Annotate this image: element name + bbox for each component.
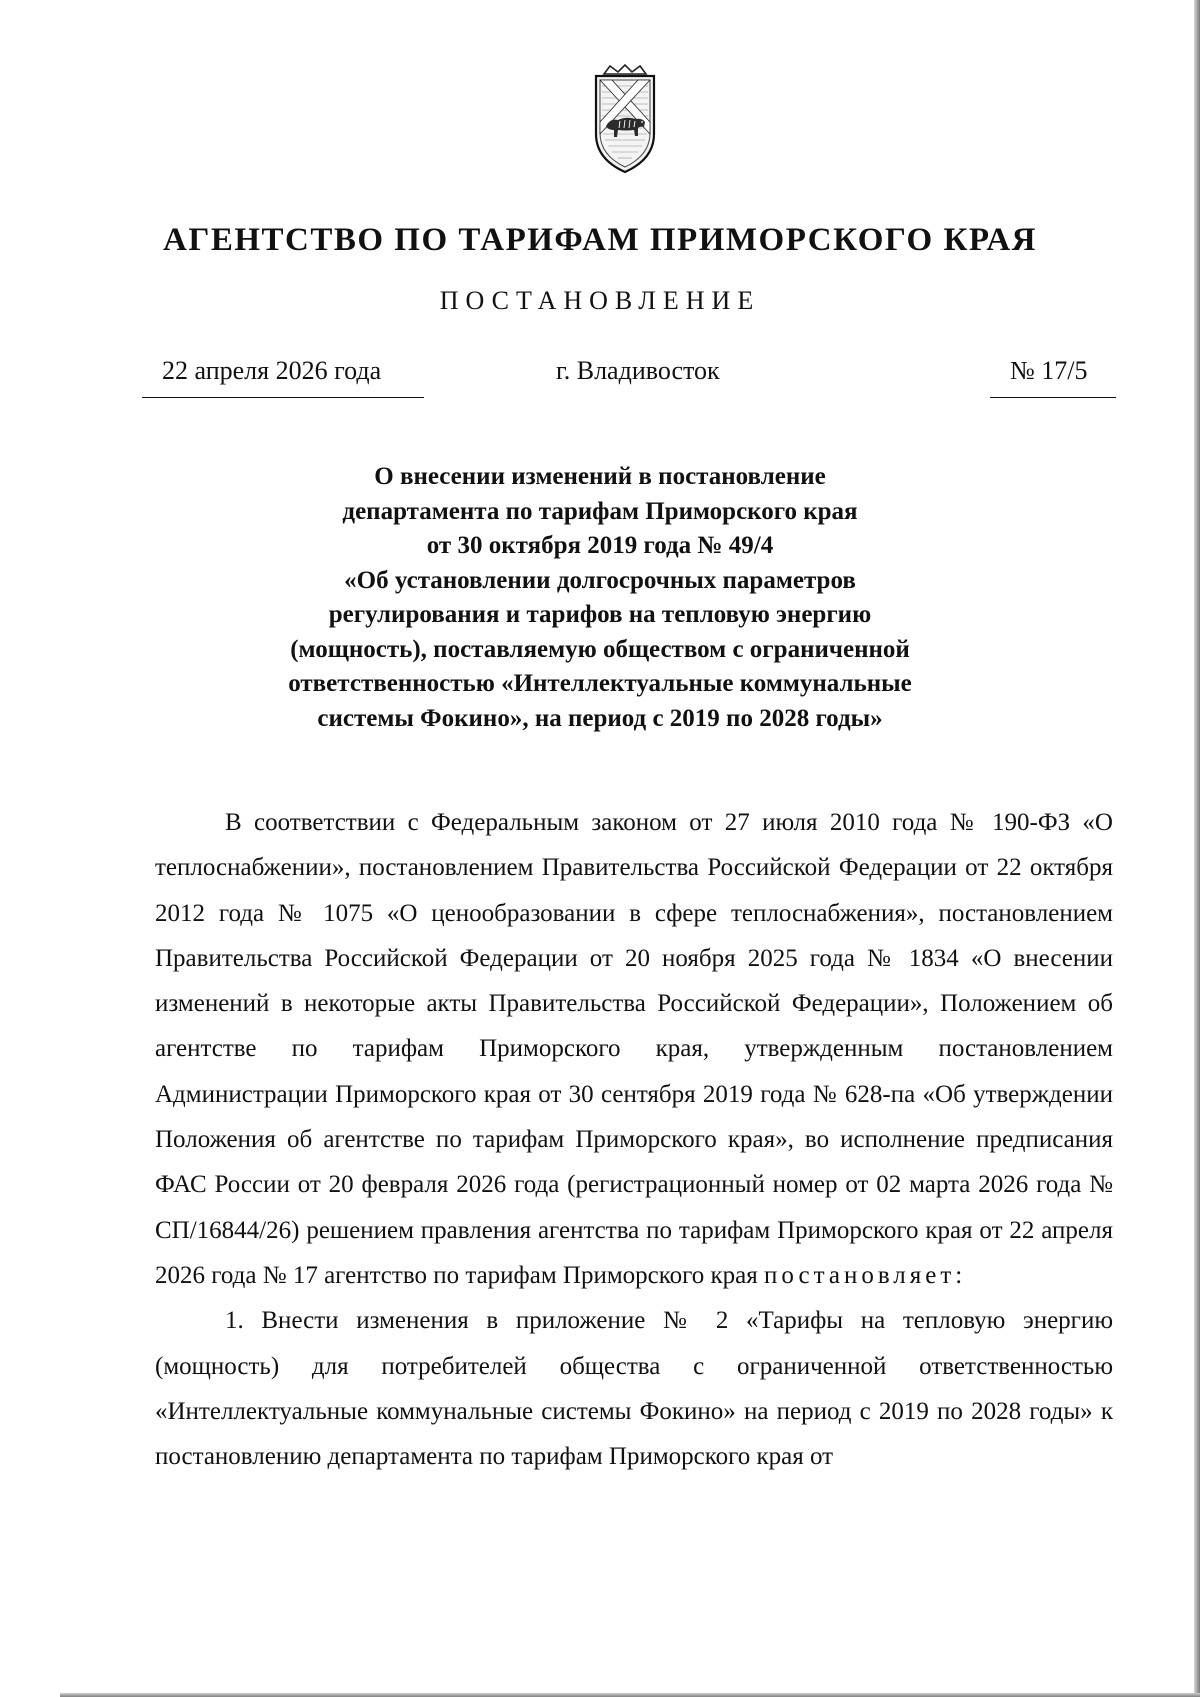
coat-of-arms-icon [590,64,660,176]
date-underline [142,397,424,398]
title-line: системы Фокино», на период с 2019 по 2028 годы» [317,704,883,732]
agency-name: АГЕНТСТВО ПО ТАРИФАМ ПРИМОРСКОГО КРАЯ [163,222,1037,258]
document-date: 22 апреля 2026 года [162,356,382,385]
preamble-text: В соответствии с Федеральным законом от 27 июля 2010 года № 190-ФЗ «О теплоснабжении», постановлением Правительства Российской Федерации от 22 октября 2012 года № 1075 «О ценообразовании в сфере теплоснабжения», постановлением Правительства Российской Федерации от 20 ноября 2025 года № 1834 «О внесении изменений в некоторые акты Правительства Российской Федерации», Положением об агентстве по тарифам Приморского края, утвержденным постановлением Администрации Приморского края от 30 сентября 2019 года № 628-па «Об утверждении Положения об агентстве по тарифам Приморского края», во исполнение предписания ФАС России от 20 февраля 2026 года (регистрационный номер от 02 марта 2026 года № СП/16844/26) решением правления агентства по тарифам Приморского края от 22 апреля 2026 года № 17 агентство по тарифам Приморского края [155,809,1113,1289]
scan-edge-shadow [1194,0,1200,1697]
document-city: г. Владивосток [556,356,720,385]
document-title [150,460,1050,736]
title-line: регулирования и тарифов на тепловую энергию [328,601,872,628]
title-line: «Об установлении долгосрочных параметров [344,566,856,594]
title-line: от 30 октября 2019 года № 49/4 [426,532,774,559]
title-line: (мощность), поставляемую обществом с ограниченной [290,635,910,663]
title-line: О внесении изменений в постановление [374,463,826,490]
document-number: № 17/5 [1010,356,1088,385]
decree-verb: постановляет: [764,1261,967,1289]
number-underline [990,397,1116,398]
preamble-paragraph [155,800,1113,1298]
scan-edge-shadow [60,1693,1200,1697]
clause-1-paragraph: 1. Внести изменения в приложение № 2 «Тарифы на тепловую энергию (мощность) для потребителей общества с ограниченной ответственностью «Интеллектуальные коммунальные системы Фокино» на период с 2019 по 2028 годы» к постановлению департамента по тарифам Приморского края от [155,1307,1113,1471]
document-body [155,800,1113,1479]
title-line: ответственностью «Интеллектуальные коммунальные [288,670,912,697]
title-line: департамента по тарифам Приморского края [342,497,858,525]
document-type: ПОСТАНОВЛЕНИЕ [439,286,761,315]
